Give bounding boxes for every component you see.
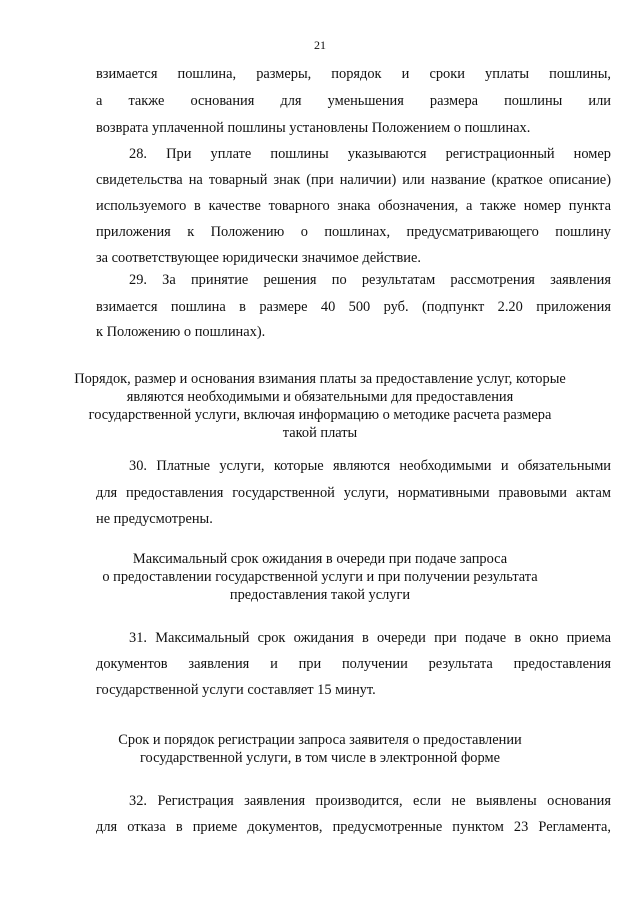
paragraph-line: 29. За принятие решения по результатам рассмотрения заявления (129, 272, 611, 288)
paragraph-line: государственной услуги составляет 15 минут. (96, 682, 376, 698)
paragraph-line: приложения к Положению о пошлинах, предусматривающего пошлину (96, 224, 611, 240)
paragraph-line: 28. При уплате пошлины указываются регистрационный номер (129, 146, 611, 162)
paragraph-line: за соответствующее юридически значимое действие. (96, 250, 421, 266)
paragraph-line: взимается пошлина, размеры, порядок и сроки уплаты пошлины, (96, 66, 611, 82)
paragraph-line: свидетельства на товарный знак (при наличии) или название (краткое описание) (96, 172, 611, 188)
paragraph-line: а также основания для уменьшения размера пошлины или (96, 93, 611, 109)
paragraph-line: к Положению о пошлинах). (96, 324, 266, 340)
heading-line: Порядок, размер и основания взимания платы за предоставление услуг, которые (74, 371, 566, 387)
paragraph-line: взимается пошлина в размере 40 500 руб. (подпункт 2.20 приложения (96, 299, 611, 315)
paragraph-line: возврата уплаченной пошлины установлены Положением о пошлинах. (96, 120, 531, 136)
heading-line: предоставления такой услуги (229, 587, 411, 603)
paragraph-line: не предусмотрены. (96, 511, 213, 527)
paragraph-line: 31. Максимальный срок ожидания в очереди при подаче в окно приема (129, 630, 611, 646)
heading-line: Срок и порядок регистрации запроса заявителя о предоставлении (118, 732, 522, 748)
heading-line: такой платы (282, 425, 358, 441)
heading-line: Максимальный срок ожидания в очереди при подаче запроса (132, 551, 508, 567)
paragraph-line: для отказа в приеме документов, предусмотренные пунктом 23 Регламента, (96, 819, 611, 835)
heading-line: государственной услуги, включая информацию о методике расчета размера (88, 407, 552, 423)
heading-line: государственной услуги, в том числе в электронной форме (140, 750, 500, 766)
paragraph-line: 30. Платные услуги, которые являются необходимыми и обязательными (129, 458, 611, 474)
page-number: 21 (314, 38, 326, 52)
paragraph-line: документов заявления и при получении результата предоставления (96, 656, 611, 672)
paragraph-line: для предоставления государственной услуги, нормативными правовыми актам (96, 485, 611, 501)
paragraph-line: 32. Регистрация заявления производится, если не выявлены основания (129, 793, 611, 809)
heading-line: о предоставлении государственной услуги и при получении результата (102, 569, 538, 585)
heading-line: являются необходимыми и обязательными для предоставления (126, 389, 514, 405)
paragraph-line: используемого в качестве товарного знака обозначения, а также номер пункта (96, 198, 611, 214)
